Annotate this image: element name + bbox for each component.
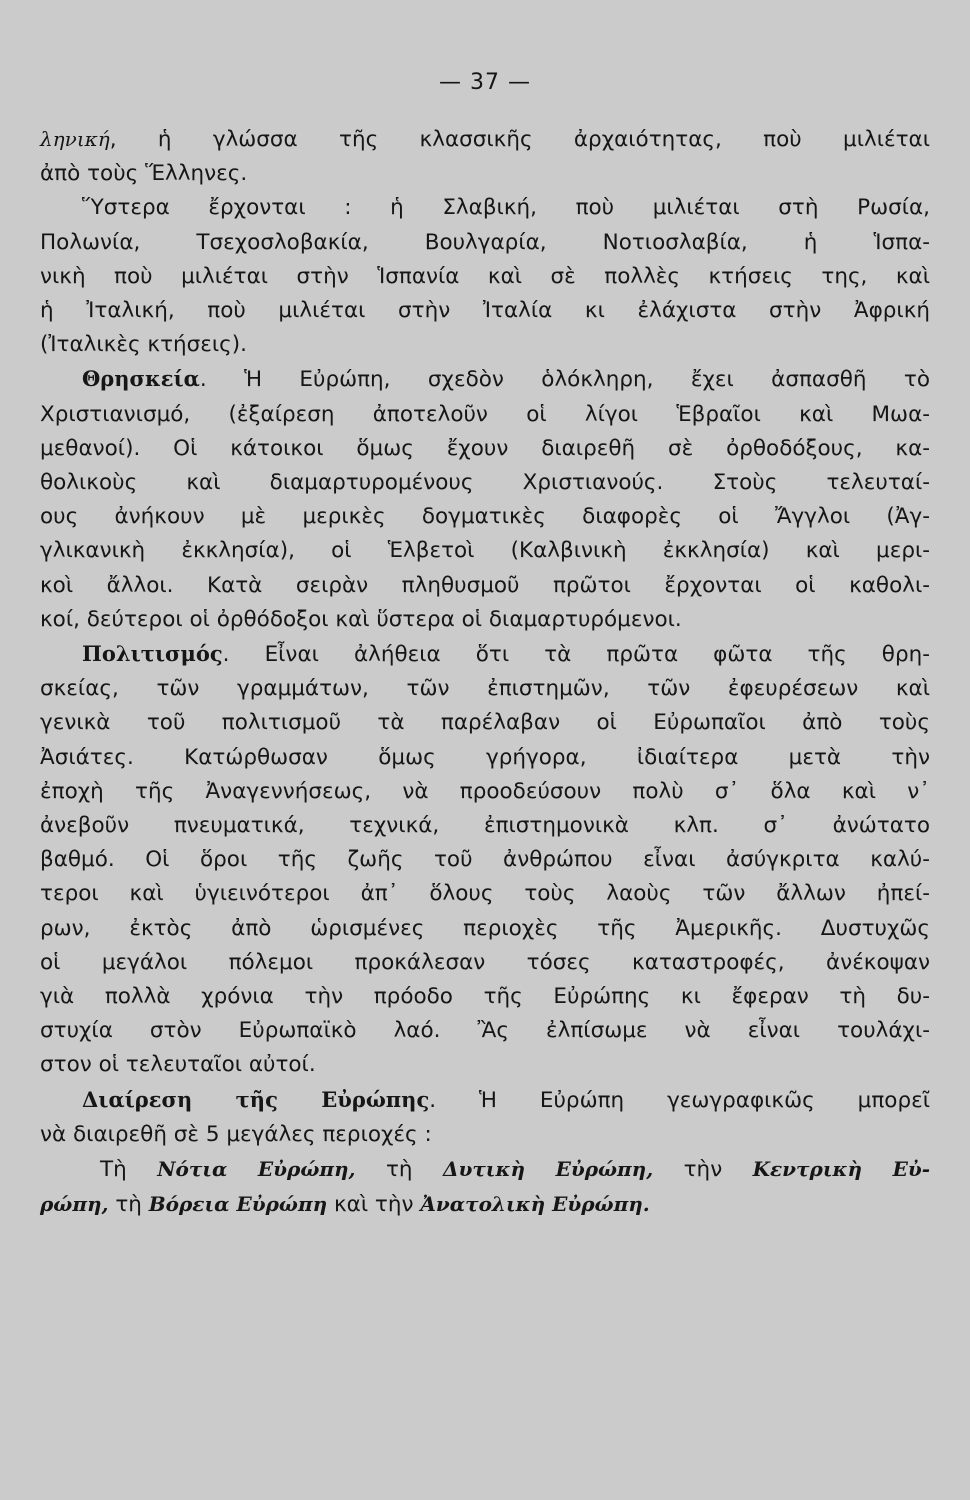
text-run: τεροι καὶ ὑγιεινότεροι ἀπ᾽ ὅλους τοὺς λαοὺς τῶν ἄλλων ἠπεί-: [40, 881, 930, 907]
text-line: [40, 122, 930, 157]
text-line: [40, 226, 930, 260]
text-run: ρων, ἐκτὸς ἀπὸ ὡρισμένες περιοχὲς τῆς Ἀμερικῆς. Δυστυχῶς: [40, 915, 930, 941]
section-heading: Θρησκεία: [82, 366, 200, 392]
text-line: [40, 398, 930, 432]
text-run: τὴ: [108, 1192, 149, 1218]
text-run: γενικὰ τοῦ πολιτισμοῦ τὰ παρέλαβαν οἱ Εὐρωπαῖοι ἀπὸ τοὺς: [40, 710, 930, 736]
text-run: ἐποχὴ τῆς Ἀναγεννήσεως, νὰ προοδεύσουν πολὺ σ᾽ ὅλα καὶ ν᾽: [40, 778, 930, 804]
text-line: [40, 672, 930, 706]
text-run: ους ἀνήκουν μὲ μερικὲς δογματικὲς διαφορὲς οἱ Ἄγγλοι (Ἀγ-: [40, 504, 930, 530]
text-run: , ἡ γλώσσα τῆς κλασσικῆς ἀρχαιότητας, ποὺ μιλιέται: [109, 127, 930, 152]
emphasis-text: ληνική: [40, 127, 110, 151]
text-run: κοὶ ἄλλοι. Κατὰ σειρὰν πληθυσμοῦ πρῶτοι ἔρχονται οἱ καθολι-: [40, 572, 930, 598]
text-run: γλικανικὴ ἐκκλησία), οἱ Ἑλβετοὶ (Καλβινικὴ ἐκκλησία) καὶ μερι-: [40, 538, 930, 564]
text-line: [40, 1118, 930, 1152]
text-run: κοί, δεύτεροι οἱ ὀρθόδοξοι καὶ ὕστερα οἱ διαμαρτυρόμενοι.: [40, 606, 682, 632]
text-run: . Εἶναι ἀλήθεια ὅτι τὰ πρῶτα φῶτα τῆς θρη-: [222, 642, 930, 668]
text-line: [40, 500, 930, 534]
text-line: [40, 191, 930, 225]
text-line: [40, 534, 930, 568]
text-run: Πολωνία, Τσεχοσλοβακία, Βουλγαρία, Νοτιοσλαβία, ἡ Ἱσπα-: [40, 229, 930, 255]
text-line: [40, 1083, 930, 1118]
page-number: — 37 —: [439, 70, 531, 95]
text-line: [40, 1048, 930, 1082]
text-line: [40, 432, 930, 466]
text-run: νὰ διαιρεθῆ σὲ 5 μεγάλες περιοχές :: [40, 1121, 432, 1147]
text-run: βαθμό. Οἱ ὅροι τῆς ζωῆς τοῦ ἀνθρώπου εἶναι ἀσύγκριτα καλύ-: [40, 847, 930, 873]
body-text: [40, 122, 930, 1223]
text-run: . Ἡ Εὐρώπη γεωγραφικῶς μπορεῖ: [429, 1087, 930, 1113]
text-line: [40, 946, 930, 980]
text-run: μεθανοί). Οἱ κάτοικοι ὅμως ἔχουν διαιρεθῆ σὲ ὀρθοδόξους, κα-: [40, 435, 930, 461]
text-line: [40, 637, 930, 672]
text-run: ἀπὸ τοὺς Ἕλληνες.: [40, 161, 248, 187]
emphasis-text: Βόρεια Εὐρώπη: [148, 1192, 328, 1217]
text-run: . Ἡ Εὐρώπη, σχεδὸν ὁλόκληρη, ἔχει ἀσπασθῆ τὸ: [199, 367, 930, 393]
text-line: [40, 294, 930, 328]
emphasis-text: Κεντρικὴ Εὐ-: [752, 1157, 931, 1182]
text-run: οἱ μεγάλοι πόλεμοι προκάλεσαν τόσες καταστροφές, ἀνέκοψαν: [40, 949, 930, 975]
text-line: [40, 1014, 930, 1048]
text-line: [40, 843, 930, 877]
text-line: [40, 980, 930, 1014]
text-line: [40, 362, 930, 397]
emphasis-text: Ἀνατολικὴ Εὐρώπη.: [420, 1192, 650, 1217]
text-line: [40, 157, 930, 191]
text-run: Τὴ: [100, 1157, 158, 1183]
text-line: [40, 877, 930, 911]
text-line: [40, 912, 930, 946]
emphasis-text: Νότια Εὐρώπη,: [157, 1157, 356, 1182]
text-run: στυχία στὸν Εὐρωπαϊκὸ λαό. Ἂς ἐλπίσωμε νὰ εἶναι τουλάχι-: [40, 1018, 930, 1044]
text-line: [40, 741, 930, 775]
text-run: στον οἱ τελευταῖοι αὐτοί.: [40, 1052, 316, 1078]
text-run: τὴ: [355, 1157, 443, 1183]
text-run: θολικοὺς καὶ διαμαρτυρομένους Χριστιανούς. Στοὺς τελευταί-: [40, 470, 930, 496]
text-line: [40, 1152, 930, 1187]
text-run: γιὰ πολλὰ χρόνια τὴν πρόοδο τῆς Εὐρώπης κι ἔφεραν τὴ δυ-: [40, 984, 930, 1010]
emphasis-text: ρώπη,: [40, 1192, 109, 1217]
emphasis-text: Δυτικὴ Εὐρώπη,: [442, 1157, 654, 1182]
text-run: νικὴ ποὺ μιλιέται στὴν Ἱσπανία καὶ σὲ πολλὲς κτήσεις της, καὶ: [40, 263, 930, 289]
text-run: καὶ τὴν: [327, 1192, 421, 1218]
text-line: [40, 569, 930, 603]
text-line: [40, 1187, 930, 1222]
text-line: [40, 603, 930, 637]
text-run: Ὕστερα ἔρχονται : ἡ Σλαβική, ποὺ μιλιέται στὴ Ρωσία,: [82, 195, 930, 221]
text-line: [40, 328, 930, 362]
text-run: ἡ Ἰταλική, ποὺ μιλιέται στὴν Ἰταλία κι ἐλάχιστα στὴν Ἀφρική: [40, 298, 930, 324]
text-run: ἀνεβοῦν πνευματικά, τεχνικά, ἐπιστημονικὰ κλπ. σ᾽ ἀνώτατο: [40, 813, 930, 839]
text-line: [40, 775, 930, 809]
text-line: [40, 706, 930, 740]
text-run: Χριστιανισμό, (ἐξαίρεση ἀποτελοῦν οἱ λίγοι Ἑβραῖοι καὶ Μωα-: [40, 401, 930, 427]
text-run: (Ἰταλικὲς κτήσεις).: [40, 332, 248, 358]
text-run: Ἀσιάτες. Κατώρθωσαν ὅμως γρήγορα, ἰδιαίτερα μετὰ τὴν: [40, 744, 930, 770]
text-run: τὴν: [653, 1157, 753, 1183]
text-run: σκείας, τῶν γραμμάτων, τῶν ἐπιστημῶν, τῶν ἐφευρέσεων καὶ: [40, 676, 930, 702]
text-line: [40, 466, 930, 500]
section-heading: Πολιτισμός: [82, 641, 223, 667]
text-line: [40, 260, 930, 294]
text-line: [40, 809, 930, 843]
section-heading: Διαίρεση τῆς Εὐρώπης: [82, 1086, 430, 1112]
